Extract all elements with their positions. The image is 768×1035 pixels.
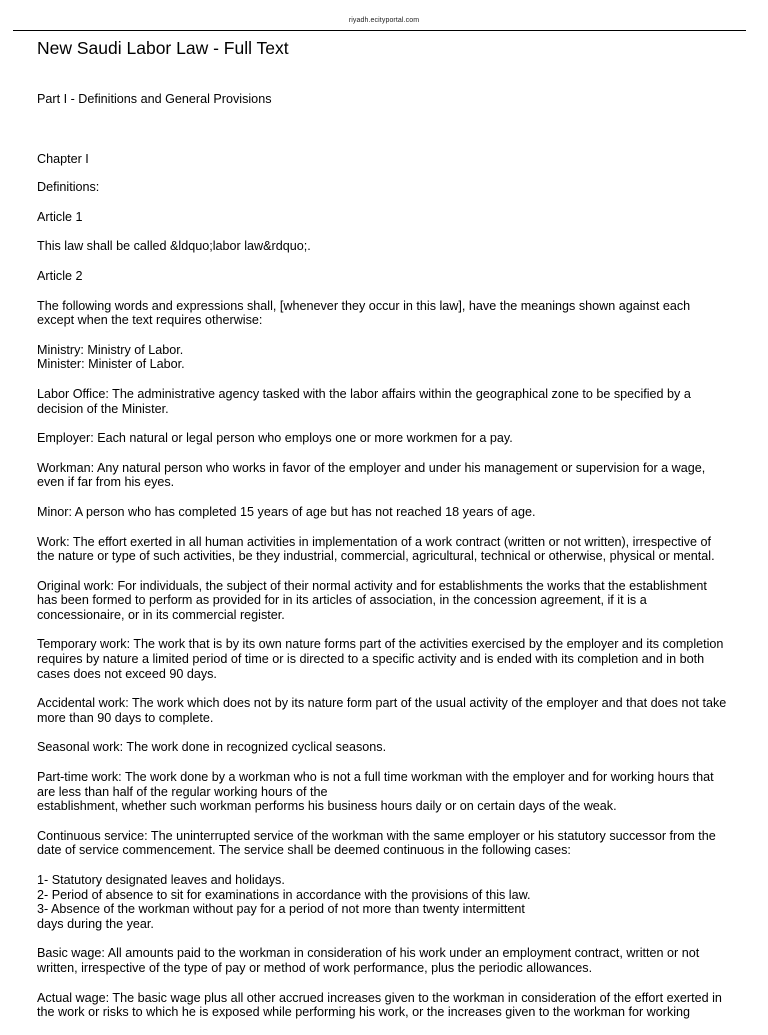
part-title: Part I - Definitions and General Provisions (37, 92, 272, 106)
definitions-heading: Definitions: (37, 180, 100, 195)
continuous-case-1: 1- Statutory designated leaves and holidays. (37, 873, 285, 887)
header-divider (13, 30, 746, 31)
continuous-case-3-cont: days during the year. (37, 916, 154, 931)
definition-minor: Minor: A person who has completed 15 years of age but has not reached 18 years of age. (37, 504, 536, 519)
article-1-heading: Article 1 (37, 209, 83, 224)
definition-work: Work: The effort exerted in all human activities in implementation of a work contract (written or not written), irrespective of the nature or type of such activities, be they industrial, commercial, agricultural, technical or otherwise, physical or mental. (37, 534, 715, 564)
definition-part-time-work-cont: establishment, whether such workman performs his business hours daily or on certain days of the weak. (37, 799, 617, 814)
document-title: New Saudi Labor Law - Full Text (37, 38, 289, 58)
article-2-intro: The following words and expressions shall, [whenever they occur in this law], have the meanings shown against each except when the text requires otherwise: (37, 298, 691, 328)
definition-labor-office: Labor Office: The administrative agency tasked with the labor affairs within the geographical zone to be specified by a decision of the Minister. (37, 386, 691, 416)
continuous-case-3: 3- Absence of the workman without pay for a period of not more than twenty intermittent (37, 902, 525, 917)
definition-seasonal-work: Seasonal work: The work done in recognized cyclical seasons. (37, 740, 387, 755)
definition-ministry: Ministry: Ministry of Labor. (37, 342, 184, 357)
definition-basic-wage: Basic wage: All amounts paid to the workman in consideration of his work under an employment contract, written or not written, irrespective of the type of pay or method of work performance, plus the periodic allowances. (37, 946, 700, 975)
definition-temporary-work: Temporary work: The work that is by its own nature forms part of the activities exercised by the employer and its completion requires by nature a limited period of time or is directed to a specific activity and is ended with its completion and in both cases does not exceed 90 days. (37, 637, 724, 681)
definition-accidental-work: Accidental work: The work which does not by its nature form part of the usual activity of the employer and that does not take more than 90 days to complete. (37, 696, 727, 725)
chapter-heading: Chapter I (37, 151, 89, 166)
article-1-text: This law shall be called &ldquo;labor law&rdquo;. (37, 239, 311, 254)
definition-original-work: Original work: For individuals, the subject of their normal activity and for establishments the works that the establishment has been formed to perform as provided for in its articles of association, in the concession agreement, if it is a concessionaire, or in its commercial register. (37, 578, 707, 622)
definition-continuous-service: Continuous service: The uninterrupted service of the workman with the same employer or his statutory successor from the date of service commencement. The service shall be deemed continuous in the following cases: (37, 828, 716, 858)
definition-minister: Minister: Minister of Labor. (37, 357, 185, 372)
definition-actual-wage: Actual wage: The basic wage plus all other accrued increases given to the workman in consideration of the effort exerted in the work or risks to which he is exposed while performing his work, or the increases given to the workman for working (37, 990, 722, 1020)
definition-workman: Workman: Any natural person who works in favor of the employer and under his management or supervision for a wage, even if far from his eyes. (37, 460, 706, 490)
source-url-header: riyadh.ecityportal.com (348, 17, 420, 24)
continuous-case-2: 2- Period of absence to sit for examinations in accordance with the provisions of this law. (37, 887, 531, 902)
document-body (37, 38, 727, 1035)
article-2-heading: Article 2 (37, 268, 83, 283)
definition-employer: Employer: Each natural or legal person who employs one or more workmen for a pay. (37, 431, 513, 446)
definition-part-time-work: Part-time work: The work done by a workman who is not a full time workman with the employer and for working hours that are less than half of the regular working hours of the (37, 770, 714, 799)
